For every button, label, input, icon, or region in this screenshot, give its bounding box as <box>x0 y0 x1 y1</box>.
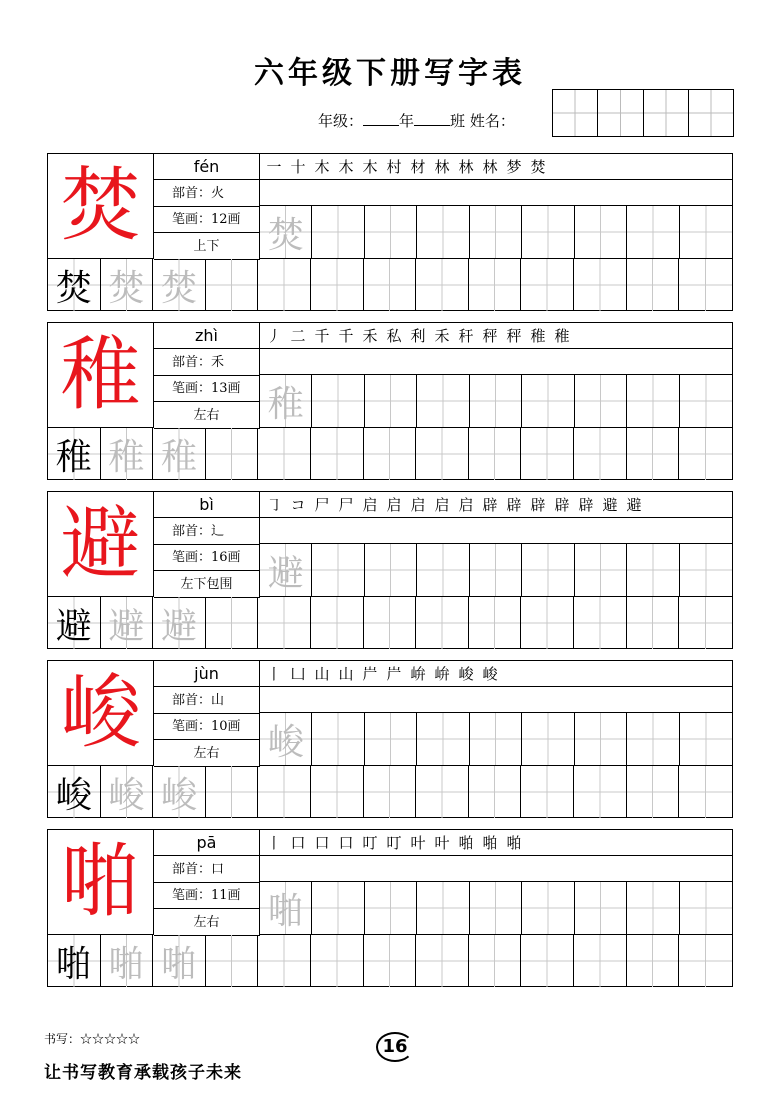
stroke-order-step: 启 <box>386 496 402 514</box>
practice-cell[interactable] <box>627 935 680 987</box>
practice-cell[interactable] <box>575 713 627 765</box>
stroke-order-step: 千 <box>314 327 330 345</box>
practice-cell[interactable]: 避 <box>101 597 154 649</box>
practice-cell[interactable]: 峻 <box>101 766 154 818</box>
practice-grid-top <box>260 544 732 597</box>
pinyin: bì <box>154 492 260 518</box>
stroke-order-step: 稚 <box>554 327 570 345</box>
stroke-order-step: 尸 <box>314 496 330 514</box>
practice-cell[interactable] <box>470 713 522 765</box>
practice-cell[interactable]: 避 <box>260 544 312 596</box>
stroke-order-step: コ <box>290 496 306 514</box>
practice-cell[interactable] <box>627 375 679 427</box>
blank-row[interactable] <box>260 180 732 206</box>
character-block <box>47 829 733 987</box>
stroke-order-step: 辟 <box>578 496 594 514</box>
practice-cell[interactable] <box>522 206 574 258</box>
name-grid[interactable] <box>552 89 734 137</box>
stroke-order-step: 峅 <box>434 665 450 683</box>
stroke-order-step: 禾 <box>362 327 378 345</box>
practice-cell[interactable] <box>574 935 627 987</box>
stroke-count: 笔画：16画 <box>154 544 260 571</box>
practice-grid-top <box>260 882 732 935</box>
model-character: 焚 <box>48 154 154 259</box>
practice-cell[interactable]: 焚 <box>153 259 206 311</box>
practice-cell[interactable] <box>364 428 417 480</box>
practice-cell[interactable] <box>521 766 574 818</box>
model-character: 避 <box>48 492 154 597</box>
practice-cell[interactable] <box>470 206 522 258</box>
model-character: 峻 <box>48 661 154 766</box>
radical: 部首：山 <box>154 687 260 714</box>
practice-cell[interactable]: 稚 <box>260 375 312 427</box>
practice-cell[interactable] <box>417 206 469 258</box>
practice-grid-bottom <box>48 597 732 649</box>
blank-row[interactable] <box>260 687 732 713</box>
practice-cell[interactable] <box>312 544 364 596</box>
stroke-order-step: 秆 <box>458 327 474 345</box>
structure: 上下 <box>154 233 260 260</box>
practice-cell[interactable] <box>258 428 311 480</box>
practice-cell[interactable]: 焚 <box>48 259 101 311</box>
practice-cell[interactable] <box>679 597 732 649</box>
stroke-order-step: 丿 <box>266 327 282 345</box>
practice-cell[interactable] <box>469 597 522 649</box>
stroke-order-step: 叶 <box>410 834 426 852</box>
practice-cell[interactable] <box>258 935 311 987</box>
practice-cell[interactable] <box>206 597 259 649</box>
stroke-order-step: 口 <box>290 834 306 852</box>
structure: 左右 <box>154 909 260 936</box>
practice-grid-top <box>260 713 732 766</box>
practice-cell[interactable] <box>627 259 680 311</box>
stroke-order-step: 私 <box>386 327 402 345</box>
stroke-order-step: 尸 <box>338 496 354 514</box>
stroke-order-step: 叮 <box>386 834 402 852</box>
practice-cell[interactable] <box>679 766 732 818</box>
practice-cell[interactable] <box>522 375 574 427</box>
practice-cell[interactable]: 焚 <box>101 259 154 311</box>
stroke-order-step: 丨 <box>266 834 282 852</box>
blank-row[interactable] <box>260 349 732 375</box>
practice-cell[interactable] <box>258 259 311 311</box>
practice-cell[interactable] <box>312 206 364 258</box>
stroke-order-step: 木 <box>338 158 354 176</box>
stroke-order-step: 口 <box>314 834 330 852</box>
stroke-order-step: 啪 <box>506 834 522 852</box>
practice-cell[interactable] <box>311 428 364 480</box>
practice-cell[interactable] <box>364 259 417 311</box>
page-number-arc <box>376 1032 414 1062</box>
practice-cell[interactable] <box>364 597 417 649</box>
practice-cell[interactable] <box>311 766 364 818</box>
practice-cell[interactable] <box>679 935 732 987</box>
practice-cell[interactable] <box>627 713 679 765</box>
practice-cell[interactable]: 稚 <box>153 428 206 480</box>
pinyin: jùn <box>154 661 260 687</box>
practice-cell[interactable] <box>311 259 364 311</box>
stroke-order-step: 禾 <box>434 327 450 345</box>
stroke-order-step: 啪 <box>458 834 474 852</box>
practice-cell[interactable] <box>206 428 259 480</box>
stroke-order-step: 木 <box>362 158 378 176</box>
radical: 部首：口 <box>154 856 260 883</box>
practice-cell[interactable]: 啪 <box>153 935 206 987</box>
stroke-count: 笔画：10画 <box>154 713 260 740</box>
rating: 书写：☆☆☆☆☆ <box>44 1032 141 1046</box>
name-cell[interactable] <box>598 90 643 136</box>
practice-cell[interactable] <box>521 935 574 987</box>
practice-cell[interactable] <box>206 259 259 311</box>
stroke-order-step: 山 <box>338 665 354 683</box>
student-info <box>318 110 515 131</box>
practice-grid-bottom <box>48 766 732 818</box>
stroke-order-step: 屵 <box>362 665 378 683</box>
practice-cell[interactable] <box>469 766 522 818</box>
stroke-order <box>260 323 732 349</box>
practice-cell[interactable] <box>522 544 574 596</box>
practice-cell[interactable] <box>680 882 732 934</box>
practice-cell[interactable] <box>365 544 417 596</box>
blank-row[interactable] <box>260 856 732 882</box>
practice-cell[interactable] <box>416 766 469 818</box>
stroke-order-step: 啪 <box>482 834 498 852</box>
practice-cell[interactable] <box>364 766 417 818</box>
practice-cell[interactable]: 避 <box>48 597 101 649</box>
stroke-order-step: 避 <box>626 496 642 514</box>
stroke-order-step: 启 <box>362 496 378 514</box>
practice-cell[interactable] <box>575 544 627 596</box>
stroke-order-step: 峅 <box>410 665 426 683</box>
pinyin: fén <box>154 154 260 180</box>
stroke-order-step: 启 <box>458 496 474 514</box>
practice-cell[interactable] <box>521 428 574 480</box>
stroke-order-step: 梦 <box>506 158 522 176</box>
class-label: 班 <box>450 112 466 130</box>
practice-cell[interactable] <box>627 766 680 818</box>
stroke-order-step: 山 <box>314 665 330 683</box>
stroke-order-step: 辟 <box>530 496 546 514</box>
radical: 部首：禾 <box>154 349 260 376</box>
practice-cell[interactable] <box>521 259 574 311</box>
stroke-order <box>260 661 732 687</box>
character-block <box>47 491 733 649</box>
stroke-order-step: 叶 <box>434 834 450 852</box>
name-cell[interactable] <box>553 90 598 136</box>
practice-cell[interactable] <box>258 766 311 818</box>
practice-cell[interactable] <box>206 935 259 987</box>
practice-cell[interactable] <box>365 206 417 258</box>
practice-cell[interactable] <box>206 766 259 818</box>
practice-cell[interactable] <box>679 428 732 480</box>
practice-cell[interactable] <box>627 597 680 649</box>
practice-cell[interactable] <box>574 597 627 649</box>
practice-cell[interactable] <box>574 766 627 818</box>
practice-cell[interactable] <box>470 375 522 427</box>
stroke-order-step: 千 <box>338 327 354 345</box>
practice-cell[interactable] <box>470 882 522 934</box>
practice-cell[interactable] <box>470 544 522 596</box>
practice-cell[interactable] <box>416 259 469 311</box>
practice-cell[interactable]: 啪 <box>260 882 312 934</box>
blank-row[interactable] <box>260 518 732 544</box>
practice-cell[interactable] <box>364 935 417 987</box>
practice-cell[interactable]: 峻 <box>48 766 101 818</box>
stroke-order-step: 林 <box>482 158 498 176</box>
practice-cell[interactable] <box>522 882 574 934</box>
class-blank[interactable] <box>414 111 450 126</box>
character-block <box>47 660 733 818</box>
practice-cell[interactable] <box>521 597 574 649</box>
stroke-order-step: 二 <box>290 327 306 345</box>
structure: 左下包围 <box>154 571 260 598</box>
grade-blank[interactable] <box>363 111 399 126</box>
stroke-order-step: ㇆ <box>266 496 282 514</box>
stroke-order-step: 峻 <box>482 665 498 683</box>
slogan: 让书写教育承载孩子未来 <box>44 1063 242 1083</box>
practice-cell[interactable] <box>680 544 732 596</box>
stroke-order-step: 丨 <box>266 665 282 683</box>
stroke-order <box>260 492 732 518</box>
practice-cell[interactable]: 峻 <box>260 713 312 765</box>
stroke-order-step: 秤 <box>482 327 498 345</box>
stroke-order <box>260 154 732 180</box>
stroke-order-step: 木 <box>314 158 330 176</box>
practice-cell[interactable] <box>311 935 364 987</box>
practice-cell[interactable] <box>627 206 679 258</box>
grade-label: 年级： <box>318 112 364 130</box>
practice-cell[interactable]: 啪 <box>48 935 101 987</box>
practice-cell[interactable] <box>575 882 627 934</box>
stroke-order-step: 十 <box>290 158 306 176</box>
practice-cell[interactable] <box>417 375 469 427</box>
stroke-order <box>260 830 732 856</box>
stroke-order-step: 启 <box>434 496 450 514</box>
practice-cell[interactable] <box>312 713 364 765</box>
page-title: 六年级下册写字表 <box>254 56 526 91</box>
practice-cell[interactable] <box>680 206 732 258</box>
practice-grid-top <box>260 375 732 428</box>
practice-cell[interactable] <box>680 713 732 765</box>
practice-cell[interactable] <box>627 544 679 596</box>
stroke-order-step: 口 <box>338 834 354 852</box>
stroke-order-step: 林 <box>458 158 474 176</box>
stroke-order-step: 秤 <box>506 327 522 345</box>
practice-cell[interactable] <box>627 882 679 934</box>
stroke-order-step: 材 <box>410 158 426 176</box>
year-label: 年 <box>399 112 415 130</box>
practice-cell[interactable]: 避 <box>153 597 206 649</box>
practice-cell[interactable] <box>574 428 627 480</box>
stroke-order-step: 林 <box>434 158 450 176</box>
stroke-order-step: 避 <box>602 496 618 514</box>
practice-cell[interactable]: 稚 <box>101 428 154 480</box>
practice-cell[interactable] <box>416 597 469 649</box>
stroke-order-step: 启 <box>410 496 426 514</box>
stroke-order-step: 叮 <box>362 834 378 852</box>
name-cell[interactable] <box>644 90 689 136</box>
structure: 左右 <box>154 402 260 429</box>
practice-cell[interactable] <box>469 259 522 311</box>
model-character: 稚 <box>48 323 154 428</box>
practice-cell[interactable] <box>417 882 469 934</box>
stroke-order-step: 辟 <box>506 496 522 514</box>
practice-cell[interactable]: 稚 <box>48 428 101 480</box>
practice-cell[interactable] <box>416 935 469 987</box>
practice-cell[interactable] <box>417 544 469 596</box>
stroke-order-step: 辟 <box>554 496 570 514</box>
practice-grid-top <box>260 206 732 259</box>
stroke-order-step: 凵 <box>290 665 306 683</box>
radical: 部首：火 <box>154 180 260 207</box>
practice-cell[interactable] <box>575 206 627 258</box>
practice-cell[interactable]: 峻 <box>153 766 206 818</box>
practice-cell[interactable] <box>258 597 311 649</box>
name-cell[interactable] <box>689 90 733 136</box>
practice-cell[interactable] <box>365 713 417 765</box>
stroke-order-step: 稚 <box>530 327 546 345</box>
page-number: 16 <box>376 1032 414 1062</box>
practice-cell[interactable] <box>469 935 522 987</box>
practice-cell[interactable] <box>311 597 364 649</box>
practice-cell[interactable] <box>417 713 469 765</box>
stroke-count: 笔画：11画 <box>154 882 260 909</box>
character-block <box>47 322 733 480</box>
practice-grid-bottom <box>48 428 732 480</box>
stroke-order-step: 峻 <box>458 665 474 683</box>
practice-cell[interactable] <box>365 882 417 934</box>
practice-cell[interactable] <box>416 428 469 480</box>
stroke-order-step: 村 <box>386 158 402 176</box>
name-label: 姓名： <box>469 112 515 130</box>
practice-cell[interactable] <box>469 428 522 480</box>
practice-grid-bottom <box>48 259 732 311</box>
stroke-count: 笔画：12画 <box>154 206 260 233</box>
stroke-count: 笔画：13画 <box>154 375 260 402</box>
radical: 部首：辶 <box>154 518 260 545</box>
practice-cell[interactable]: 啪 <box>101 935 154 987</box>
character-block <box>47 153 733 311</box>
stroke-order-step: 辟 <box>482 496 498 514</box>
practice-cell[interactable] <box>680 375 732 427</box>
practice-cell[interactable] <box>365 375 417 427</box>
practice-cell[interactable] <box>574 259 627 311</box>
practice-cell[interactable] <box>312 375 364 427</box>
practice-cell[interactable]: 焚 <box>260 206 312 258</box>
stroke-order-step: 焚 <box>530 158 546 176</box>
practice-grid-bottom <box>48 935 732 987</box>
practice-cell[interactable] <box>679 259 732 311</box>
stroke-order-step: 利 <box>410 327 426 345</box>
pinyin: zhì <box>154 323 260 349</box>
stroke-order-step: 屵 <box>386 665 402 683</box>
pinyin: pā <box>154 830 260 856</box>
practice-cell[interactable] <box>522 713 574 765</box>
model-character: 啪 <box>48 830 154 935</box>
practice-cell[interactable] <box>575 375 627 427</box>
practice-cell[interactable] <box>627 428 680 480</box>
structure: 左右 <box>154 740 260 767</box>
stroke-order-step: 一 <box>266 158 282 176</box>
practice-cell[interactable] <box>312 882 364 934</box>
